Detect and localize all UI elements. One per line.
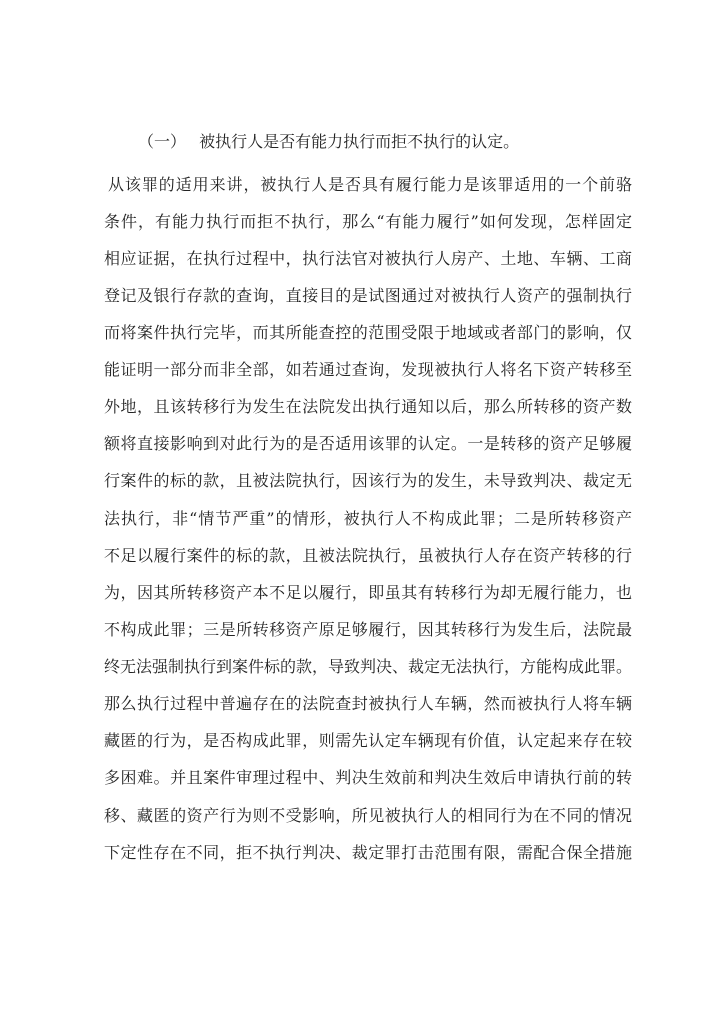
paragraph-line: 法执行，非“情节严重”的情形，被执行人不构成此罪；二是所转移资产 [104, 509, 632, 528]
paragraph-line: 移、藏匿的资产行为则不受影响，所见被执行人的相同行为在不同的情况 [104, 806, 632, 825]
paragraph-line: 登记及银行存款的查询，直接目的是试图通过对被执行人资产的强制执行 [104, 286, 632, 305]
paragraph-line: 行案件的标的款，且被法院执行，因该行为的发生，未导致判决、裁定无 [104, 471, 632, 490]
paragraph-line: 终无法强制执行到案件标的款，导致判决、裁定无法执行，方能构成此罪。 [104, 657, 632, 676]
section-heading [138, 131, 519, 153]
paragraph-line: 从该罪的适用来讲，被执行人是否具有履行能力是该罪适用的一个前骆 [108, 175, 632, 194]
paragraph-line: 不足以履行案件的标的款，且被法院执行，虽被执行人存在资产转移的行 [104, 546, 632, 565]
paragraph-line: 条件，有能力执行而拒不执行，那么“有能力履行”如何发现，怎样固定 [104, 212, 632, 231]
paragraph-line: 多困难。并且案件审理过程中、判决生效前和判决生效后申请执行前的转 [104, 768, 632, 787]
section-number: （一） [138, 132, 187, 151]
section-title: 被执行人是否有能力执行而拒不执行的认定。 [199, 132, 520, 151]
paragraph-line: 能证明一部分而非全部，如若通过查询，发现被执行人将名下资产转移至 [104, 360, 632, 379]
paragraph-line: 相应证据，在执行过程中，执行法官对被执行人房产、土地、车辆、工商 [104, 249, 632, 268]
paragraph-line: 外地，且该转移行为发生在法院发出执行通知以后，那么所转移的资产数 [104, 397, 632, 416]
paragraph-line: 那么执行过程中普遍存在的法院查封被执行人车辆，然而被执行人将车辆 [104, 694, 632, 713]
paragraph-line: 额将直接影响到对此行为的是否适用该罪的认定。一是转移的资产足够履 [104, 434, 632, 453]
paragraph-line: 而将案件执行完毕，而其所能查控的范围受限于地域或者部门的影响，仅 [104, 323, 632, 342]
paragraph-line: 不构成此罪；三是所转移资产原足够履行，因其转移行为发生后，法院最 [104, 620, 632, 639]
paragraph-line: 下定性存在不同，拒不执行判决、裁定罪打击范围有限，需配合保全措施 [104, 843, 632, 862]
paragraph-line: 为，因其所转移资产本不足以履行，即虽其有转移行为却无履行能力，也 [104, 583, 632, 602]
paragraph-line: 藏匿的行为，是否构成此罪，则需先认定车辆现有价值，认定起来存在较 [104, 731, 632, 750]
